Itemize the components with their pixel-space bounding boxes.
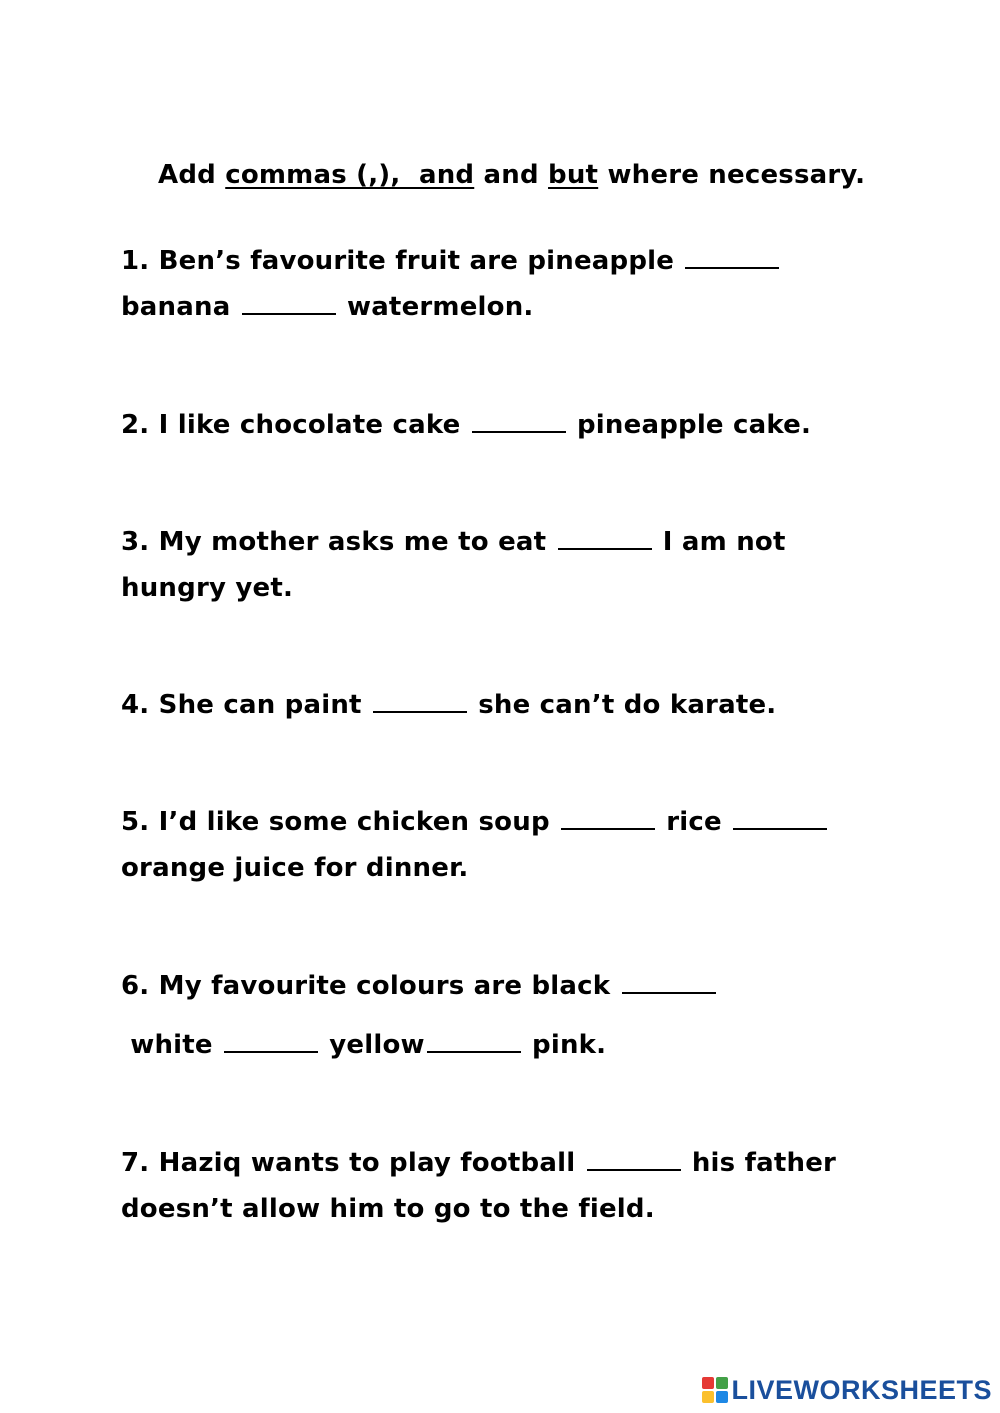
question-text: I’d like some chicken soup bbox=[158, 807, 560, 837]
mark-square-green bbox=[716, 1377, 728, 1389]
logo-text: LIVEWORKSHEETS bbox=[731, 1374, 992, 1405]
question-text: doesn’t allow him to go to the field. bbox=[121, 1194, 655, 1224]
question-3-line-2 bbox=[121, 572, 293, 604]
question-text: pineapple cake. bbox=[567, 410, 812, 440]
answer-blank[interactable] bbox=[561, 806, 655, 830]
question-1-line-1 bbox=[121, 245, 781, 277]
question-number: 7. bbox=[121, 1148, 150, 1178]
question-text: pink. bbox=[522, 1030, 607, 1060]
instruction bbox=[121, 127, 865, 223]
instruction-term-but: but bbox=[548, 160, 599, 190]
question-3-line-1 bbox=[121, 526, 786, 558]
question-text: watermelon. bbox=[337, 292, 534, 322]
question-text: orange juice for dinner. bbox=[121, 853, 469, 883]
question-text: his father bbox=[682, 1148, 837, 1178]
question-1-line-2 bbox=[121, 291, 534, 323]
question-text: white bbox=[121, 1030, 223, 1060]
question-number: 3. bbox=[121, 527, 150, 557]
question-6-line-2 bbox=[121, 1029, 606, 1061]
answer-blank[interactable] bbox=[224, 1029, 318, 1053]
mark-square-yellow bbox=[702, 1391, 714, 1403]
question-text: banana bbox=[121, 292, 240, 322]
question-2-line-1 bbox=[121, 409, 811, 441]
question-text: She can paint bbox=[158, 690, 371, 720]
question-text: hungry yet. bbox=[121, 573, 294, 603]
question-text: yellow bbox=[320, 1030, 425, 1060]
question-number: 5. bbox=[121, 807, 150, 837]
question-text: Haziq wants to play football bbox=[158, 1148, 585, 1178]
question-7-line-1 bbox=[121, 1147, 836, 1179]
question-6-line-1 bbox=[121, 970, 718, 1002]
question-text: rice bbox=[657, 807, 732, 837]
answer-blank[interactable] bbox=[373, 689, 467, 713]
answer-blank[interactable] bbox=[587, 1147, 681, 1171]
mark-square-blue bbox=[716, 1391, 728, 1403]
question-text: My favourite colours are black bbox=[158, 971, 620, 1001]
question-5-line-1 bbox=[121, 806, 829, 838]
answer-blank[interactable] bbox=[427, 1029, 521, 1053]
instruction-prefix: Add bbox=[158, 160, 226, 190]
question-text: I like chocolate cake bbox=[158, 410, 470, 440]
instruction-suffix: where necessary. bbox=[598, 160, 866, 190]
answer-blank[interactable] bbox=[733, 806, 827, 830]
question-number: 1. bbox=[121, 246, 150, 276]
answer-blank[interactable] bbox=[622, 970, 716, 994]
answer-blank[interactable] bbox=[685, 245, 779, 269]
question-7-line-2 bbox=[121, 1193, 655, 1225]
answer-blank[interactable] bbox=[558, 526, 652, 550]
question-5-line-2 bbox=[121, 852, 469, 884]
instruction-mid: and bbox=[474, 160, 549, 190]
answer-blank[interactable] bbox=[472, 409, 566, 433]
question-number: 4. bbox=[121, 690, 150, 720]
question-text: she can’t do karate. bbox=[468, 690, 777, 720]
mark-square-red bbox=[702, 1377, 714, 1389]
liveworksheets-logo bbox=[702, 1373, 992, 1407]
question-text: My mother asks me to eat bbox=[158, 527, 556, 557]
instruction-term-commas-and: commas (,), and bbox=[225, 160, 475, 190]
question-number: 2. bbox=[121, 410, 150, 440]
liveworksheets-mark-icon bbox=[702, 1377, 728, 1403]
question-number: 6. bbox=[121, 971, 150, 1001]
question-text: Ben’s favourite fruit are pineapple bbox=[158, 246, 684, 276]
answer-blank[interactable] bbox=[242, 291, 336, 315]
question-4-line-1 bbox=[121, 689, 776, 721]
question-text: I am not bbox=[653, 527, 786, 557]
